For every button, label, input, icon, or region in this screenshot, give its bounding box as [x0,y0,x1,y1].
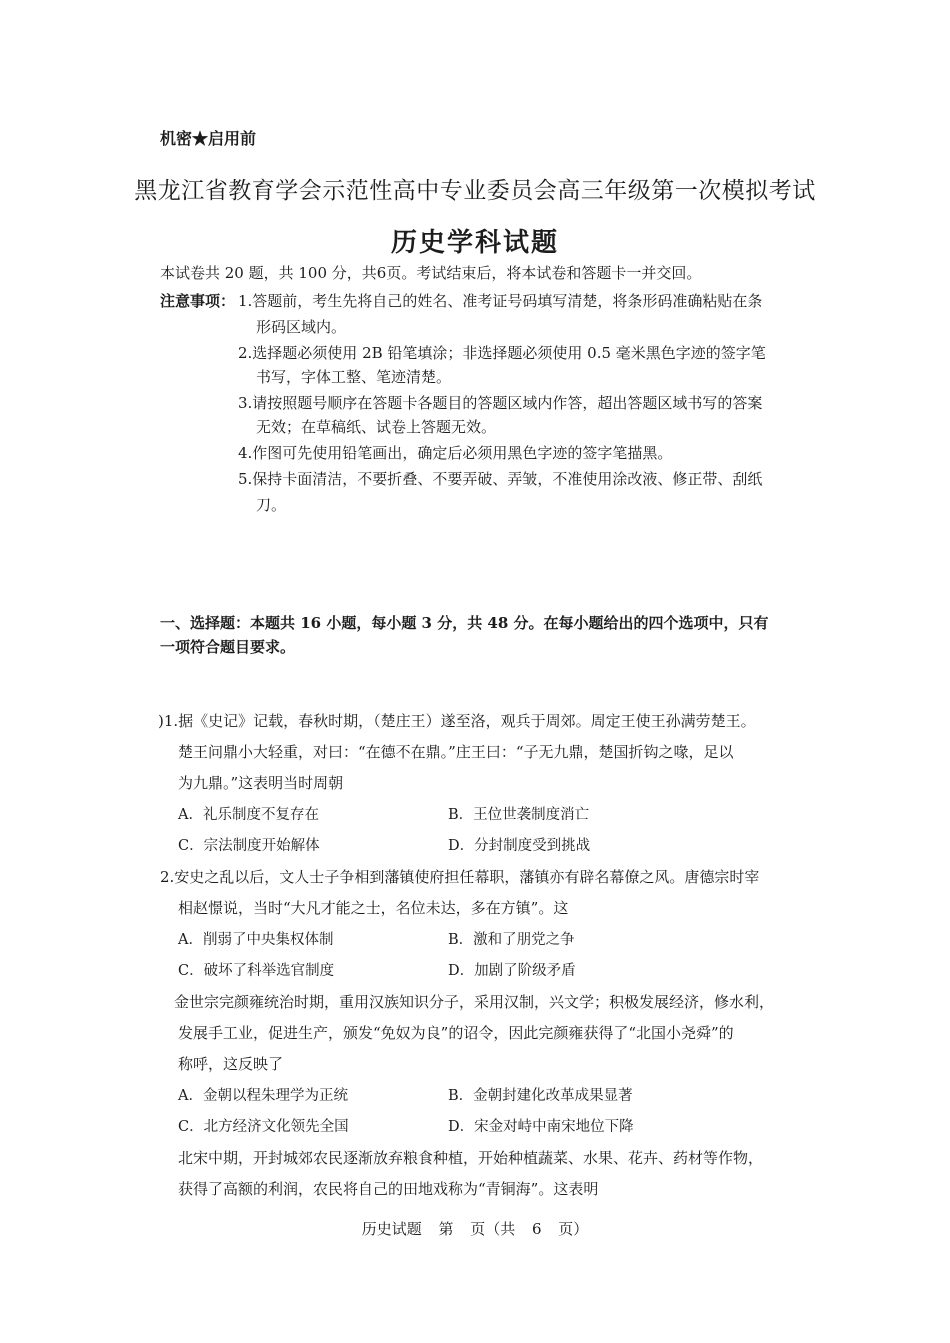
question-3-option-c: C．北方经济文化领先全国 [178,1119,349,1135]
notice-item: 1.答题前，考生先将自己的姓名、准考证号码填写清楚，将条形码准确粘贴在条 [238,292,763,310]
notice-label: 注意事项： [160,292,236,310]
question-1-option-d: D．分封制度受到挑战 [448,838,591,854]
question-2-option-a: A．削弱了中央集权体制 [178,932,334,948]
question-2-option-c: C．破坏了科举选官制度 [178,963,335,979]
question-4-line: 北宋中期，开封城郊农民逐渐放弃粮食种植，开始种植蔬菜、水果、花卉、药材等作物， [178,1149,764,1167]
question-2-option-b: B．激和了朋党之争 [448,932,575,948]
confidential-mark: 机密★启用前 [160,129,257,148]
section-heading-cont: 一项符合题目要求。 [160,638,296,656]
question-3-line: 称呼，这反映了 [178,1055,284,1073]
exam-intro: 本试卷共 20 题，共 100 分，共6页。考试结束后，将本试卷和答题卡一并交回。 [160,264,702,282]
notice-item: 形码区域内。 [256,318,347,336]
exam-title: 黑龙江省教育学会示范性高中专业委员会高三年级第一次模拟考试 [134,178,816,204]
question-3-option-b: B．金朝封建化改革成果显著 [448,1088,633,1104]
notice-item: 4.作图可先使用铅笔画出，确定后必须用黑色字迹的签字笔描黑。 [238,444,673,462]
subject-title: 历史学科试题 [390,228,559,258]
section-heading: 一、选择题：本题共 16 小题，每小题 3 分，共 48 分。在每小题给出的四个选项中，只有 [160,614,769,632]
notice-item: 无效；在草稿纸、试卷上答题无效。 [256,418,497,436]
page-footer: 历史试题 第 页（共 6 页） [361,1220,589,1238]
question-2-option-d: D．加剧了阶级矛盾 [448,963,576,979]
question-2-line: 相赵憬说，当时“大凡才能之士，名位未达，多在方镇”。这 [178,899,569,917]
question-2-line: 2.安史之乱以后，文人士子争相到藩镇使府担任幕职，藩镇亦有辟名幕僚之风。唐德宗时宰 [160,868,760,886]
question-3-option-a: A．金朝以程朱理学为正统 [178,1088,348,1104]
notice-item: 2.选择题必须使用 2B 铅笔填涂；非选择题必须使用 0.5 毫米黑色字迹的签字笔 [238,344,766,362]
question-1-option-a: A．礼乐制度不复存在 [178,807,319,823]
question-3-line: 发展手工业，促进生产，颁发“免奴为良”的诏令，因此完颜雍获得了“北国小尧舜”的 [178,1024,734,1042]
notice-item: 刀。 [256,496,287,514]
question-1-line: 楚王问鼎小大轻重，对曰：“在德不在鼎。”庄王曰：“子无九鼎，楚国折钩之喙，足以 [178,743,734,761]
notice-item: 书写，字体工整、笔迹清楚。 [256,368,452,386]
question-1-line: )1.据《史记》记载，春秋时期，（楚庄王）遂至洛，观兵于周郊。周定王使王孙满劳楚王。 [158,712,756,730]
notice-item: 3.请按照题号顺序在答题卡各题目的答题区域内作答，超出答题区域书写的答案 [238,394,763,412]
question-1-line: 为九鼎。”这表明当时周朝 [178,774,344,792]
question-4-line: 获得了高额的利润，农民将自己的田地戏称为“青铜海”。这表明 [178,1180,599,1198]
question-3-option-d: D．宋金对峙中南宋地位下降 [448,1119,634,1135]
question-3-line: 金世宗完颜雍统治时期，重用汉族知识分子，采用汉制，兴文学；积极发展经济，修水利， [174,993,775,1011]
question-1-option-c: C．宗法制度开始解体 [178,838,320,854]
notice-item: 5.保持卡面清洁，不要折叠、不要弄破、弄皱，不准使用涂改液、修正带、刮纸 [238,470,763,488]
question-1-option-b: B．王位世袭制度消亡 [448,807,590,823]
